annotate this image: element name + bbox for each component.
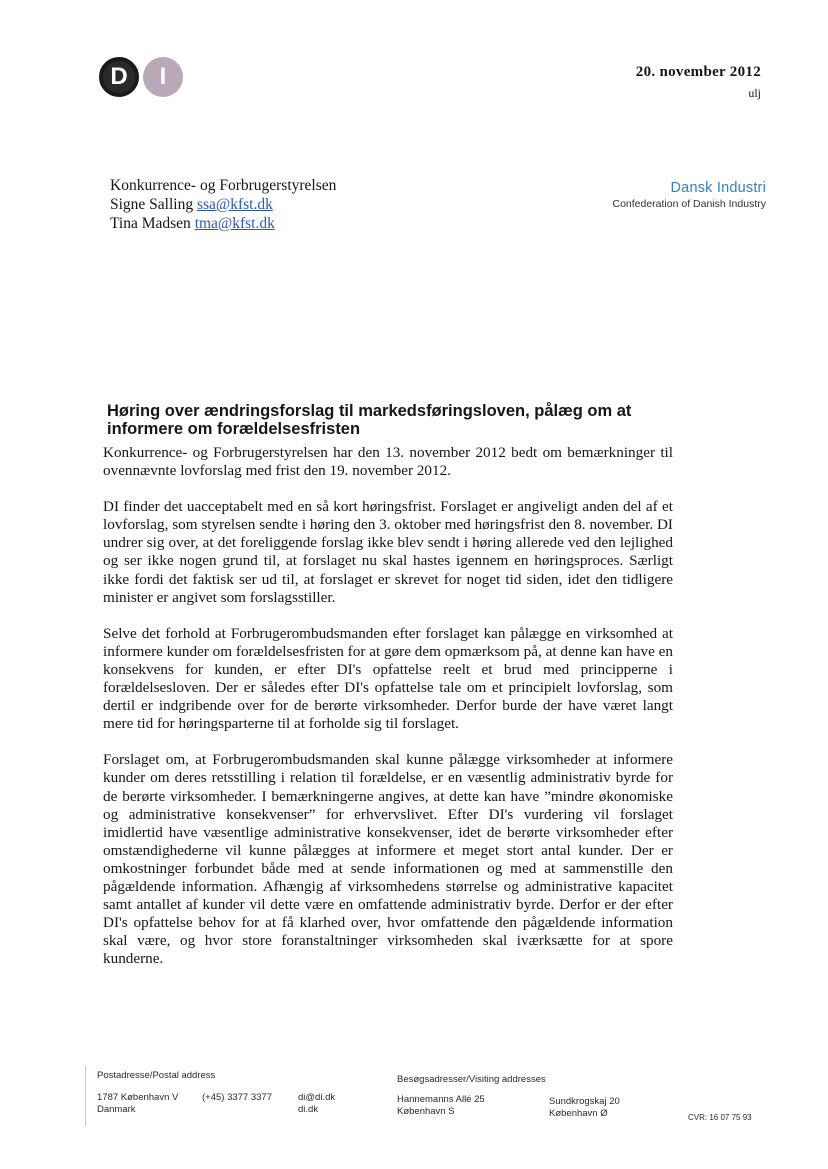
visit-line: København S <box>397 1106 455 1117</box>
brand-subtitle: Confederation of Danish Industry <box>612 198 766 210</box>
visiting-address-2 <box>549 1096 620 1120</box>
postal-address-label: Postadresse/Postal address <box>97 1070 216 1081</box>
di-logo <box>99 57 187 99</box>
postal-address <box>97 1092 178 1116</box>
footer-website[interactable]: di.dk <box>298 1104 319 1115</box>
contact-email-link[interactable]: tma@kfst.dk <box>194 215 275 232</box>
letter-footer <box>0 1060 828 1160</box>
footer-email[interactable]: di@di.dk <box>298 1092 336 1103</box>
footer-divider <box>85 1066 86 1126</box>
body-paragraph: DI finder det uacceptabelt med en så kort høringsfrist. Forslaget er angiveligt anden del af et lovforslag, som styrelsen sendte i høring den 3. oktober med høringsfrist den 8. november. DI undrer sig over, at det foreliggende forslag ikke blev sendt i høring allerede ved den lejlighed og ser ikke nogen grund til, at forslaget nu skal hastes igennem en høringsproces. Særligt ikke fordi det faktisk ser ud til, at forslaget er skrevet for noget tid siden, idet den tidligere minister er angivet som forslagsstiller. <box>103 498 673 606</box>
author-initials: ulj <box>748 86 761 100</box>
postal-line: 1787 København V <box>97 1092 179 1103</box>
visiting-address-label: Besøgsadresser/Visiting addresses <box>397 1074 546 1085</box>
postal-line: Danmark <box>97 1104 136 1115</box>
letter-heading: Høring over ændringsforslag til markedsføringsloven, pålæg om at informere om forældelsesfristen <box>107 402 632 438</box>
brand-block <box>612 180 766 210</box>
visiting-address-1 <box>397 1094 485 1118</box>
recipient-contact <box>110 195 336 214</box>
recipient-organisation: Konkurrence- og Forbrugerstyrelsen <box>110 177 337 194</box>
visit-line: Hannemanns Allé 25 <box>397 1094 485 1105</box>
body-paragraph: Forslaget om, at Forbrugerombudsmanden skal kunne pålægge virksomheder at informere kunder om deres retsstilling i relation til forældelse, er en væsentlig administrativ byrde for de berørte virksomheder. I bemærkningerne angives, at dette kan have ”mindre økonomiske og administrative konsekvenser” for erhvervslivet. Efter DI's vurdering vil forslaget imidlertid have væsentlige administrative konsekvenser, idet de berørte virksomheder efter omstændighederne vil kunne pålægges at informere et meget stort antal kunder. Der er omkostninger forbundet både med at sende informationen og med at sammenstille den pågældende information. Afhængig af virksomhedens størrelse og administrative kapacitet samt antallet af kunder vil dette være en omfattende administrativ byrde. Derfor er der efter DI's opfattelse behov for at få klarhed over, hvor omfattende den pågældende information skal være, og hvor store foranstaltninger virksomheden skal iværksætte for at spore kunderne. <box>103 751 673 968</box>
letter-body <box>103 444 673 986</box>
logo-d-circle: D <box>99 57 139 97</box>
visit-line: Sundkrogskaj 20 <box>549 1096 620 1107</box>
phone-number: (+45) 3377 3377 <box>202 1092 272 1103</box>
recipient-block <box>110 176 336 233</box>
contact-name: Signe Salling <box>110 196 194 213</box>
body-paragraph: Konkurrence- og Forbrugerstyrelsen har den 13. november 2012 bedt om bemærkninger til ovennævnte lovforslag med frist den 19. november 2012. <box>103 444 673 480</box>
letter-date: 20. november 2012 <box>635 64 761 80</box>
body-paragraph: Selve det forhold at Forbrugerombudsmanden efter forslaget kan pålægge en virksomhed at informere kunder om forældelsesfristen for at gøre dem opmærksom på, at denne kan have en konsekvens for kunden, er efter DI's opfattelse reelt et brud med principperne i forældelsesloven. Der er således efter DI's opfattelse tale om et principielt lovforslag, som dertil er indgribende over for de berørte virksomheder. Derfor burde der have været langt mere tid for høringsparterne til at forholde sig til forslaget. <box>103 624 673 733</box>
brand-name: Dansk Industri <box>670 180 766 196</box>
visit-line: København Ø <box>549 1108 608 1119</box>
logo-i-circle: I <box>143 57 183 97</box>
contact-email-link[interactable]: ssa@kfst.dk <box>196 196 273 213</box>
recipient-contact <box>110 214 336 233</box>
cvr-number: CVR: 16 07 75 93 <box>688 1113 752 1122</box>
contact-online <box>298 1092 335 1116</box>
contact-name: Tina Madsen <box>110 215 191 232</box>
